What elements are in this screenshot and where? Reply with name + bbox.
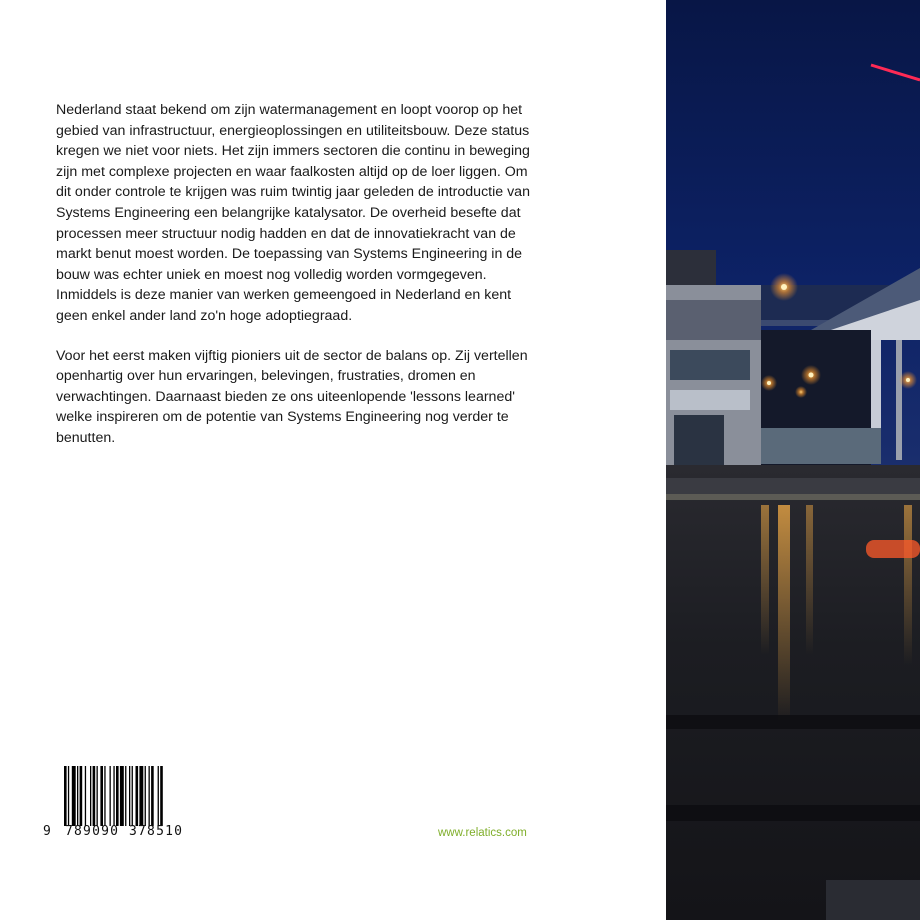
red-light-streak <box>866 540 920 558</box>
isbn-lead-digit: 9 <box>43 824 53 839</box>
blurb <box>56 100 546 468</box>
isbn-group-2: 378510 <box>129 824 184 839</box>
website-link: www.relatics.com <box>438 827 527 839</box>
isbn-group-1: 789090 <box>65 824 120 839</box>
blurb-paragraph-2: Voor het eerst maken vijftig pioniers uit de sector de balans op. Zij vertellen openhartig over hun ervaringen, belevingen, frustraties, dromen en verwachtingen. Daarnaast bieden ze ons uiteenlopende 'lessons learned' welke inspireren om de potentie van Systems Engineering nog verder te benutten. <box>56 347 528 446</box>
night-street-photo <box>666 0 920 920</box>
wet-road <box>666 465 920 920</box>
rooftop-structure <box>666 250 716 290</box>
blurb-paragraph-1: Nederland staat bekend om zijn watermanagement en loopt voorop op het gebied van infrastructuur, energieoplossingen en utiliteitsbouw. Deze status kregen we niet voor niets. Het zijn immers sectoren die continu in beweging zijn met complexe projecten en waar faalkosten altijd op de loer liggen. Om dit onder controle te krijgen was ruim twintig jaar geleden de introductie van Systems Engineering een belangrijke katalysator. De overheid besefte dat processen meer structuur nodig hadden en dat de innovatiekracht van de markt benut moest worden. De toepassing van Systems Engineering in de bouw was echter uniek en moest nog volledig worden vormgegeven. Inmiddels is deze manier van werken gemeengoed in Nederland en kent geen enkel ander land zo'n hoge adoptiegraad. <box>56 102 530 324</box>
